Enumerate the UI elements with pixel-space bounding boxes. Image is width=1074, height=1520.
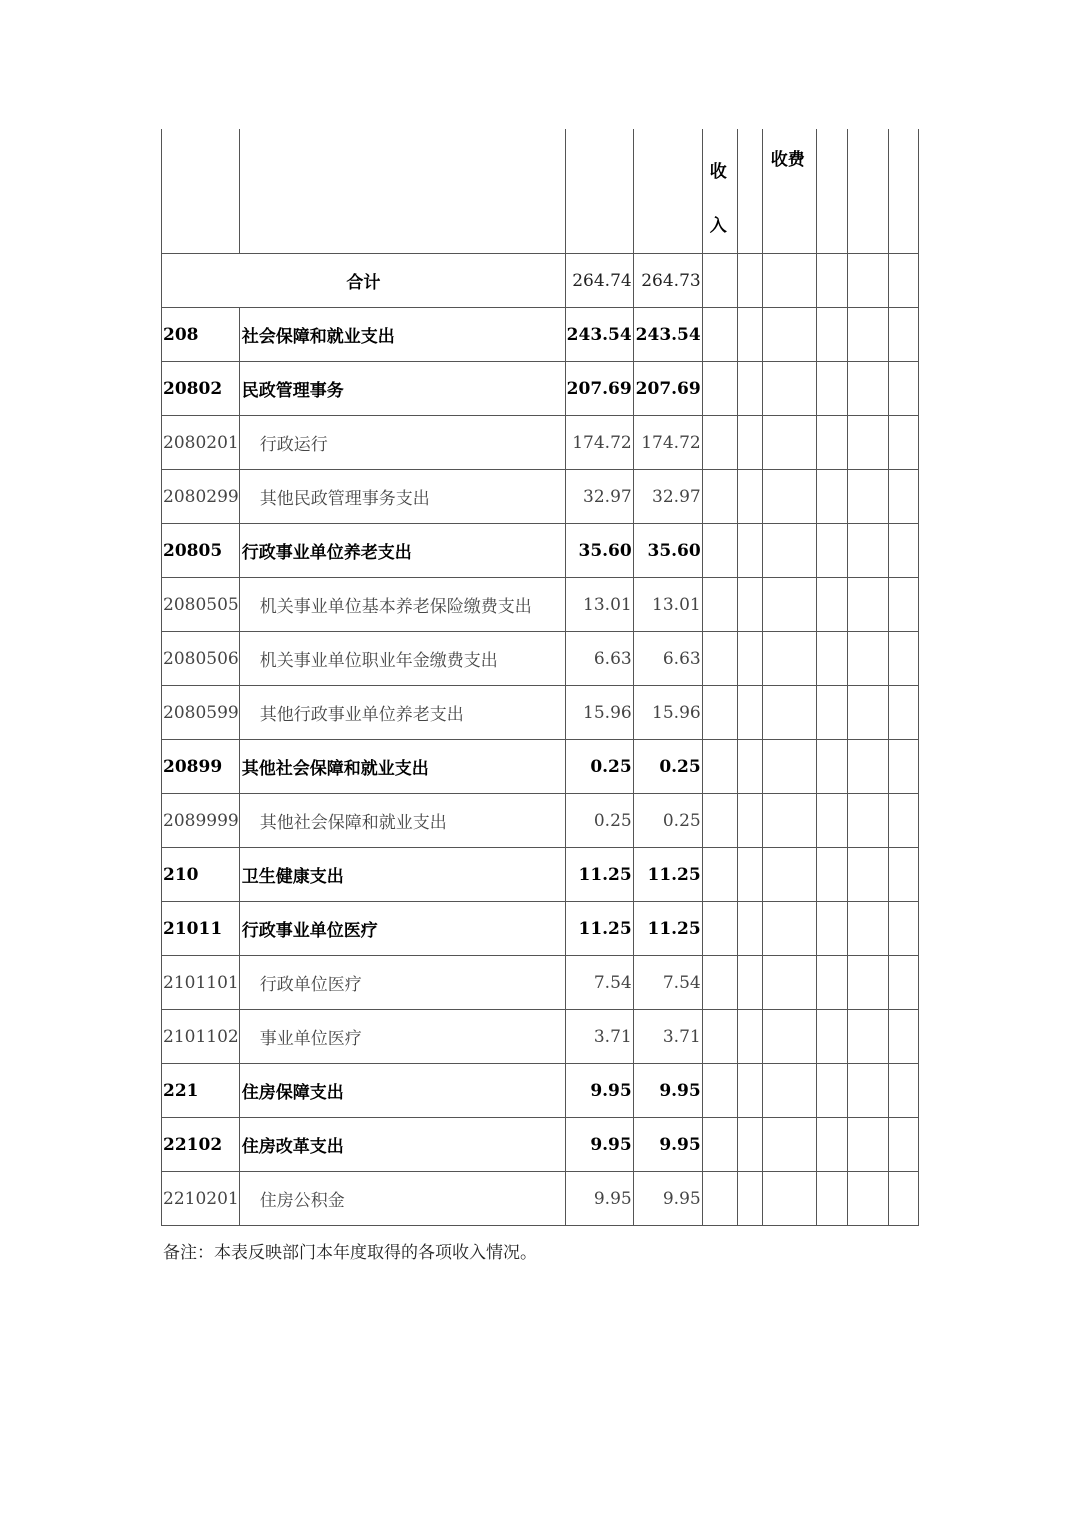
empty-cell	[847, 1010, 888, 1064]
empty-cell	[702, 902, 737, 956]
table-row	[162, 632, 919, 686]
empty-cell	[737, 794, 762, 848]
table-row	[162, 1118, 919, 1172]
empty-cell	[816, 632, 847, 686]
empty-cell	[737, 308, 762, 362]
row-value-1: 0.25	[565, 740, 633, 794]
row-code: 2080506	[162, 632, 240, 686]
row-name: 其他社会保障和就业支出	[239, 740, 565, 794]
empty-cell	[888, 578, 918, 632]
empty-cell	[847, 1118, 888, 1172]
empty-cell	[847, 362, 888, 416]
empty-cell	[762, 524, 816, 578]
row-value-2: 11.25	[633, 902, 702, 956]
row-value-1: 15.96	[565, 686, 633, 740]
row-code: 20899	[162, 740, 240, 794]
header-cell	[737, 129, 762, 254]
empty-cell	[816, 686, 847, 740]
empty-cell	[816, 1064, 847, 1118]
row-value-2: 9.95	[633, 1172, 702, 1226]
empty-cell	[702, 848, 737, 902]
empty-cell	[816, 470, 847, 524]
empty-cell	[737, 1010, 762, 1064]
empty-cell	[816, 848, 847, 902]
header-cell	[239, 129, 565, 254]
empty-cell	[762, 362, 816, 416]
table-row	[162, 416, 919, 470]
empty-cell	[888, 632, 918, 686]
empty-cell	[847, 740, 888, 794]
row-value-2: 6.63	[633, 632, 702, 686]
empty-cell	[847, 794, 888, 848]
empty-cell	[737, 1064, 762, 1118]
table-row	[162, 524, 919, 578]
empty-cell	[762, 254, 816, 308]
row-value-1: 9.95	[565, 1118, 633, 1172]
table-row	[162, 686, 919, 740]
header-cell-fee	[762, 129, 816, 254]
row-name: 事业单位医疗	[239, 1010, 565, 1064]
empty-cell	[888, 902, 918, 956]
empty-cell	[888, 308, 918, 362]
row-value-2: 3.71	[633, 1010, 702, 1064]
row-name: 其他行政事业单位养老支出	[239, 686, 565, 740]
empty-cell	[762, 740, 816, 794]
empty-cell	[762, 1010, 816, 1064]
row-code: 2089999	[162, 794, 240, 848]
row-value-2: 13.01	[633, 578, 702, 632]
empty-cell	[737, 1172, 762, 1226]
empty-cell	[847, 1064, 888, 1118]
empty-cell	[888, 740, 918, 794]
row-name: 机关事业单位职业年金缴费支出	[239, 632, 565, 686]
empty-cell	[737, 686, 762, 740]
row-code: 208	[162, 308, 240, 362]
empty-cell	[888, 848, 918, 902]
empty-cell	[762, 902, 816, 956]
empty-cell	[847, 416, 888, 470]
empty-cell	[702, 416, 737, 470]
empty-cell	[737, 632, 762, 686]
empty-cell	[702, 1118, 737, 1172]
empty-cell	[737, 416, 762, 470]
row-code: 2080201	[162, 416, 240, 470]
empty-cell	[702, 254, 737, 308]
row-value-2: 0.25	[633, 794, 702, 848]
empty-cell	[816, 254, 847, 308]
header-cell	[816, 129, 847, 254]
row-name: 其他社会保障和就业支出	[239, 794, 565, 848]
empty-cell	[847, 848, 888, 902]
empty-cell	[847, 1172, 888, 1226]
table-row	[162, 740, 919, 794]
row-code: 2101101	[162, 956, 240, 1010]
empty-cell	[816, 1172, 847, 1226]
row-code: 2210201	[162, 1172, 240, 1226]
empty-cell	[737, 848, 762, 902]
empty-cell	[762, 686, 816, 740]
row-name: 民政管理事务	[239, 362, 565, 416]
total-row	[162, 254, 919, 308]
empty-cell	[888, 1064, 918, 1118]
empty-cell	[888, 794, 918, 848]
empty-cell	[762, 632, 816, 686]
row-code: 20805	[162, 524, 240, 578]
empty-cell	[737, 524, 762, 578]
row-value-1: 207.69	[565, 362, 633, 416]
empty-cell	[737, 578, 762, 632]
row-value-1: 174.72	[565, 416, 633, 470]
empty-cell	[888, 362, 918, 416]
empty-cell	[847, 524, 888, 578]
row-value-2: 11.25	[633, 848, 702, 902]
empty-cell	[702, 794, 737, 848]
header-cell	[565, 129, 633, 254]
empty-cell	[702, 524, 737, 578]
row-value-1: 13.01	[565, 578, 633, 632]
row-value-1: 7.54	[565, 956, 633, 1010]
empty-cell	[847, 578, 888, 632]
empty-cell	[762, 956, 816, 1010]
row-value-1: 243.54	[565, 308, 633, 362]
empty-cell	[737, 1118, 762, 1172]
row-code: 2080599	[162, 686, 240, 740]
empty-cell	[816, 308, 847, 362]
row-value-2: 35.60	[633, 524, 702, 578]
income-table	[161, 129, 919, 1226]
row-value-2: 243.54	[633, 308, 702, 362]
row-name: 行政运行	[239, 416, 565, 470]
row-value-2: 32.97	[633, 470, 702, 524]
empty-cell	[702, 362, 737, 416]
table-row	[162, 1064, 919, 1118]
row-code: 210	[162, 848, 240, 902]
empty-cell	[762, 578, 816, 632]
row-code: 20802	[162, 362, 240, 416]
fee-column-label: 收费	[770, 150, 805, 170]
table-row	[162, 578, 919, 632]
table-row	[162, 956, 919, 1010]
row-code: 221	[162, 1064, 240, 1118]
row-value-1: 6.63	[565, 632, 633, 686]
empty-cell	[816, 578, 847, 632]
empty-cell	[702, 632, 737, 686]
empty-cell	[702, 686, 737, 740]
row-value-2: 0.25	[633, 740, 702, 794]
total-value-2: 264.73	[633, 254, 702, 308]
row-code: 21011	[162, 902, 240, 956]
footnote: 备注：本表反映部门本年度取得的各项收入情况。	[163, 1243, 537, 1263]
row-name: 行政事业单位医疗	[239, 902, 565, 956]
row-value-2: 15.96	[633, 686, 702, 740]
table-row	[162, 848, 919, 902]
row-value-1: 3.71	[565, 1010, 633, 1064]
empty-cell	[702, 470, 737, 524]
total-label: 合计	[162, 254, 566, 308]
row-value-2: 7.54	[633, 956, 702, 1010]
empty-cell	[702, 740, 737, 794]
header-cell	[888, 129, 918, 254]
table-row	[162, 470, 919, 524]
empty-cell	[702, 956, 737, 1010]
row-code: 22102	[162, 1118, 240, 1172]
empty-cell	[816, 740, 847, 794]
empty-cell	[816, 1118, 847, 1172]
empty-cell	[847, 902, 888, 956]
row-name: 机关事业单位基本养老保险缴费支出	[239, 578, 565, 632]
empty-cell	[737, 956, 762, 1010]
header-cell	[847, 129, 888, 254]
row-value-2: 207.69	[633, 362, 702, 416]
empty-cell	[888, 1172, 918, 1226]
empty-cell	[888, 956, 918, 1010]
row-name: 行政事业单位养老支出	[239, 524, 565, 578]
empty-cell	[888, 524, 918, 578]
row-value-2: 174.72	[633, 416, 702, 470]
empty-cell	[762, 416, 816, 470]
empty-cell	[816, 794, 847, 848]
table-row	[162, 1010, 919, 1064]
row-name: 其他民政管理事务支出	[239, 470, 565, 524]
empty-cell	[816, 902, 847, 956]
empty-cell	[737, 470, 762, 524]
empty-cell	[888, 416, 918, 470]
empty-cell	[762, 470, 816, 524]
empty-cell	[762, 1064, 816, 1118]
row-name: 卫生健康支出	[239, 848, 565, 902]
table-row	[162, 1172, 919, 1226]
empty-cell	[816, 956, 847, 1010]
table-row	[162, 362, 919, 416]
empty-cell	[888, 470, 918, 524]
empty-cell	[702, 1172, 737, 1226]
empty-cell	[816, 524, 847, 578]
empty-cell	[737, 254, 762, 308]
empty-cell	[847, 308, 888, 362]
row-value-1: 11.25	[565, 902, 633, 956]
empty-cell	[847, 632, 888, 686]
empty-cell	[888, 1118, 918, 1172]
row-value-1: 0.25	[565, 794, 633, 848]
header-cell-income	[702, 129, 737, 254]
empty-cell	[737, 362, 762, 416]
row-code: 2101102	[162, 1010, 240, 1064]
income-column-label: 收入	[709, 162, 727, 236]
empty-cell	[888, 254, 918, 308]
row-value-1: 35.60	[565, 524, 633, 578]
row-name: 住房保障支出	[239, 1064, 565, 1118]
total-value-1: 264.74	[565, 254, 633, 308]
empty-cell	[762, 1118, 816, 1172]
empty-cell	[816, 1010, 847, 1064]
row-value-2: 9.95	[633, 1064, 702, 1118]
row-value-1: 11.25	[565, 848, 633, 902]
empty-cell	[737, 740, 762, 794]
empty-cell	[847, 254, 888, 308]
empty-cell	[847, 956, 888, 1010]
table-header-row	[162, 129, 919, 254]
empty-cell	[702, 1064, 737, 1118]
table-row	[162, 308, 919, 362]
table-row	[162, 902, 919, 956]
empty-cell	[816, 416, 847, 470]
row-value-1: 9.95	[565, 1172, 633, 1226]
empty-cell	[762, 848, 816, 902]
empty-cell	[737, 902, 762, 956]
empty-cell	[888, 1010, 918, 1064]
empty-cell	[702, 1010, 737, 1064]
empty-cell	[816, 362, 847, 416]
row-name: 行政单位医疗	[239, 956, 565, 1010]
row-code: 2080299	[162, 470, 240, 524]
empty-cell	[888, 686, 918, 740]
empty-cell	[847, 470, 888, 524]
row-name: 住房公积金	[239, 1172, 565, 1226]
empty-cell	[702, 308, 737, 362]
header-cell	[162, 129, 240, 254]
empty-cell	[702, 578, 737, 632]
row-value-2: 9.95	[633, 1118, 702, 1172]
row-name: 社会保障和就业支出	[239, 308, 565, 362]
empty-cell	[762, 308, 816, 362]
row-name: 住房改革支出	[239, 1118, 565, 1172]
empty-cell	[762, 794, 816, 848]
row-value-1: 32.97	[565, 470, 633, 524]
row-code: 2080505	[162, 578, 240, 632]
empty-cell	[762, 1172, 816, 1226]
table-row	[162, 794, 919, 848]
header-cell	[633, 129, 702, 254]
empty-cell	[847, 686, 888, 740]
row-value-1: 9.95	[565, 1064, 633, 1118]
